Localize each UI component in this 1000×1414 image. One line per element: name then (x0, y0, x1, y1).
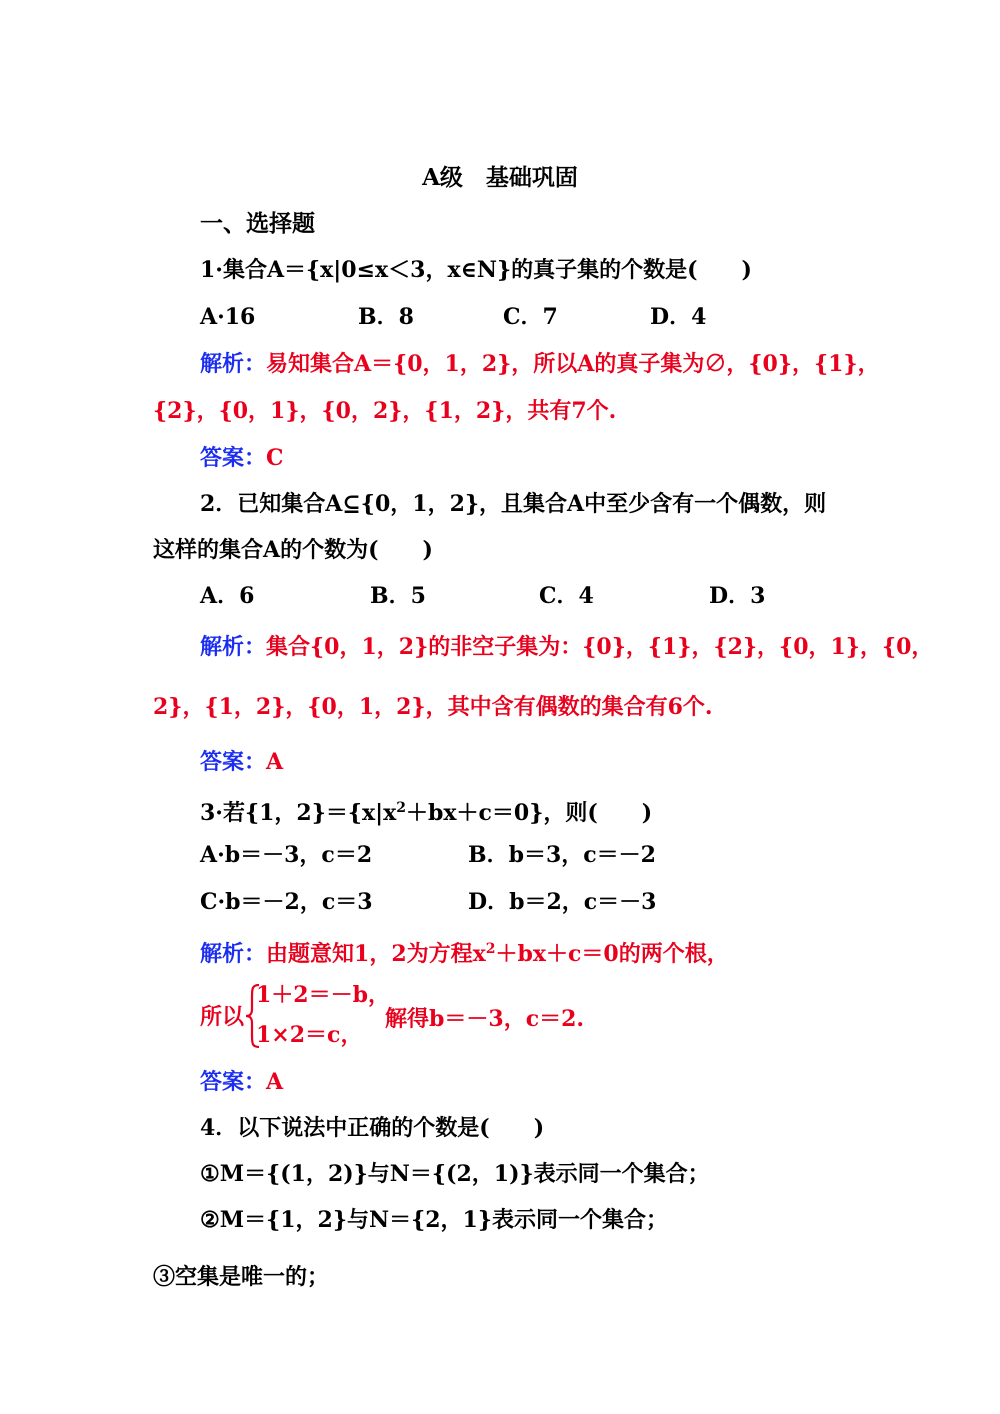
q3-option-d: D．b＝2，c＝－3 (468, 889, 657, 915)
q1-answer-label: 答案： (200, 445, 267, 471)
q2-answer-value: A (266, 749, 284, 775)
q1-stem: 1·集合A＝{x|0≤x＜3，x∈N}的真子集的个数是( ) (200, 257, 752, 283)
page-title: A级 基础巩固 (422, 164, 578, 191)
q2-analysis-text1: 集合{0，1，2}的非空子集为：{0}，{1}，{2}，{0，1}，{0， (266, 634, 934, 660)
q2-option-c: C．4 (539, 583, 594, 609)
q3-system-prefix: 所以 (200, 1004, 245, 1030)
q3-analysis-label: 解析： (200, 941, 267, 967)
q1-answer-value: C (266, 445, 284, 471)
q3-system-result: 解得b＝－3，c＝2. (385, 1006, 585, 1032)
q4-item2: ②M＝{1，2}与N＝{2，1}表示同一个集合； (200, 1207, 669, 1233)
q3-answer-value: A (266, 1069, 284, 1095)
q3-stem-post: ＋bx＋c＝0}，则( ) (406, 800, 653, 826)
q2-option-d: D．3 (709, 583, 766, 609)
q3-option-c: C·b＝－2，c＝3 (200, 889, 373, 915)
q1-analysis-line2: {2}，{0，1}，{0，2}，{1，2}，共有7个. (153, 398, 617, 424)
q3-system-eq2: 1×2＝c， (256, 1022, 363, 1048)
q2-analysis-label: 解析： (200, 634, 267, 660)
q4-item1: ①M＝{(1，2)}与N＝{(2，1)}表示同一个集合； (200, 1161, 710, 1187)
q3-analysis-pre: 由题意知1，2为方程x (266, 941, 486, 967)
q3-analysis-post: ＋bx＋c＝0的两个根， (495, 941, 729, 967)
q3-option-b: B．b＝3，c＝－2 (468, 842, 656, 868)
q3-analysis-line1 (200, 934, 729, 967)
q1-option-b: B．8 (358, 304, 414, 330)
q3-stem-pre: 3·若{1，2}＝{x|x (200, 800, 397, 826)
q1-analysis-text1: 易知集合A＝{0，1，2}，所以A的真子集为∅，{0}，{1}， (266, 351, 880, 377)
section-heading: 一、选择题 (200, 210, 315, 237)
q1-option-a: A·16 (200, 304, 256, 330)
q1-analysis-line1 (200, 349, 880, 379)
q4-item3: ③空集是唯一的； (153, 1264, 330, 1290)
q2-analysis-line1 (200, 632, 933, 662)
q2-option-b: B．5 (370, 583, 426, 609)
q4-stem: 4．以下说法中正确的个数是( ) (200, 1115, 545, 1141)
q3-system-eq1: 1＋2＝－b， (256, 982, 390, 1008)
q1-option-c: C．7 (503, 304, 558, 330)
q3-option-a: A·b＝－3，c＝2 (200, 842, 373, 868)
q2-stem-line2: 这样的集合A的个数为( ) (153, 537, 433, 563)
q3-answer-label: 答案： (200, 1069, 267, 1095)
q3-answer (200, 1067, 283, 1097)
q3-analysis-sup: 2 (485, 941, 496, 957)
q3-stem (200, 793, 653, 826)
q1-option-d: D．4 (650, 304, 707, 330)
q3-stem-sup: 2 (396, 800, 407, 816)
q2-option-a: A．6 (200, 583, 255, 609)
q2-analysis-line2: 2}，{1，2}，{0，1，2}，其中含有偶数的集合有6个. (153, 694, 713, 720)
q1-analysis-label: 解析： (200, 351, 267, 377)
q2-answer (200, 747, 283, 777)
q2-stem-line1: 2．已知集合A⊆{0，1，2}，且集合A中至少含有一个偶数，则 (200, 491, 827, 517)
q2-answer-label: 答案： (200, 749, 267, 775)
q1-answer (200, 443, 284, 473)
